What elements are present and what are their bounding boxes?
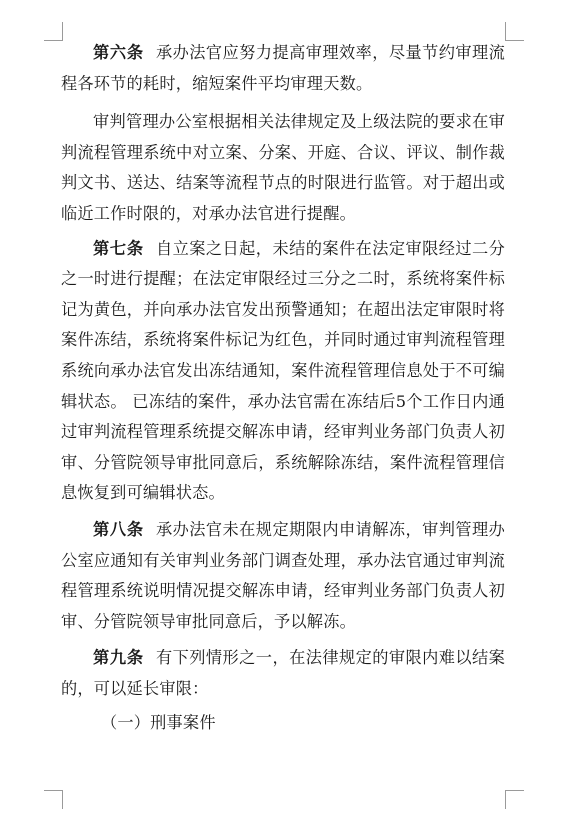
article-9-heading: 第九条 [93,648,144,668]
page-corner-mark-bottom-left [44,790,63,809]
article-7-heading: 第七条 [93,238,144,258]
article-9-item-1 [61,708,505,739]
article-9-text: 有下列情形之一，在法律规定的审限内难以结案的，可以延长审限： [61,648,506,698]
article-6-paragraph [61,38,505,99]
page-corner-mark-bottom-right [505,790,524,809]
article-9-item-1-text: （一）刑事案件 [101,713,216,733]
article-6-continuation-paragraph [61,107,505,229]
article-6-text: 承办法官应努力提高审理效率，尽量节约审理流程各环节的耗时，缩短案件平均审理天数。 [61,43,506,93]
article-7-paragraph [61,234,505,509]
page-corner-mark-top-right [505,22,524,41]
article-6-continuation-text: 审判管理办公室根据相关法律规定及上级法院的要求在审判流程管理系统中对立案、分案、开庭、合议、评议、制作裁判文书、送达、结案等流程节点的时限进行监管。对于超出或临近工作时限的，对承办法官进行提醒。 [61,112,505,223]
document-body [61,38,505,739]
article-6-heading: 第六条 [93,43,144,62]
article-8-text: 承办法官未在规定期限内申请解冻，审判管理办公室应通知有关审判业务部门调查处理，承办法官通过审判流程管理系统说明情况提交解冻申请，经审判业务部门负责人初审、分管院领导审批同意后，予以解冻。 [61,519,506,631]
article-8-paragraph [61,515,505,637]
article-8-heading: 第八条 [93,519,144,539]
article-9-paragraph [61,643,505,704]
article-7-text: 自立案之日起，未结的案件在法定审限经过二分之一时进行提醒；在法定审限经过三分之二时，系统将案件标记为黄色，并向承办法官发出预警通知；在超出法定审限时将案件冻结，系统将案件标记为红色，并同时通过审判流程管理系统向承办法官发出冻结通知，案件流程管理信息处于不可编辑状态。 已冻结的案件，承办法官需在冻结后5个工作日内通过审判流程管理系统提交解冻申请，经审判业务部门负责人初审、分管院领导审批同意后，系统解除冻结，案件流程管理信息恢复到可编辑状态。 [61,238,506,503]
